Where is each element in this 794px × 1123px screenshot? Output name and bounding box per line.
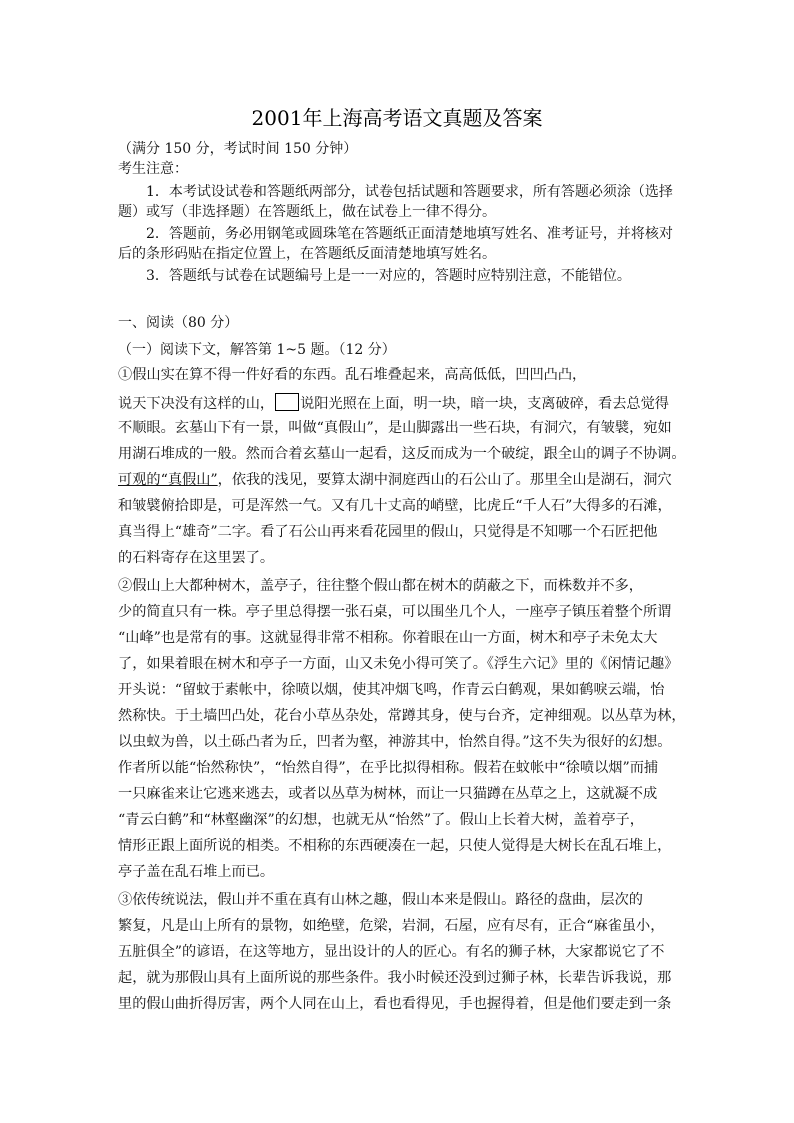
passage-line: 里的假山曲折得厉害，两个人同在山上，看也看得见，手也握得着，但是他们要走到一条 bbox=[118, 996, 672, 1012]
passage-line: 少的简直只有一株。亭子里总得摆一张石桌，可以围坐几个人，一座亭子镇压着整个所谓 bbox=[118, 604, 672, 620]
score-time-note: （满分 150 分，考试时间 150 分钟） bbox=[118, 141, 358, 157]
section-subheading: （一）阅读下文，解答第 1~5 题。（12 分） bbox=[118, 342, 396, 358]
notice-title: 考生注意： bbox=[118, 161, 188, 177]
passage-line: 起，就为那假山具有上面所说的那些条件。我小时候还没到过狮子林，长辈告诉我说，那 bbox=[118, 970, 672, 986]
passage-line: 一只麻雀来让它逃来逃去，或者以丛草为树林，而让一只猫蹲在丛草之上，这就凝不成 bbox=[118, 786, 658, 802]
passage-line: “青云白鹤”和“林壑幽深”的幻想，也就无从“怡然”了。假山上长着大树，盖着亭子， bbox=[118, 812, 644, 828]
passage-line-with-underline bbox=[118, 471, 672, 489]
passage-line: 亭子盖在乱石堆上而已。 bbox=[118, 864, 275, 880]
notice-line: 1．本考试设试卷和答题纸两部分，试卷包括试题和答题要求，所有答题必须涂（选择 bbox=[146, 184, 673, 200]
underlined-phrase: 可观的“真假山” bbox=[118, 472, 218, 488]
passage-line: 和皱襞俯拾即是，可是浑然一气。又有几十丈高的峭壁，比虎丘“千人石”大得多的石滩， bbox=[118, 498, 672, 514]
passage-line: 情形正跟上面所说的相类。不相称的东西硬凑在一起，只使人觉得是大树长在乱石堆上， bbox=[118, 838, 672, 854]
notice-line: 3．答题纸与试卷在试题编号上是一一对应的，答题时应特别注意，不能错位。 bbox=[146, 268, 631, 284]
passage-line: ②假山上大都种树木，盖亭子，往往整个假山都在树木的荫蔽之下，而株数并不多， bbox=[118, 578, 643, 594]
passage-line: 的石料寄存在这里罢了。 bbox=[118, 550, 275, 566]
page-title: 2001年上海高考语文真题及答案 bbox=[251, 106, 543, 130]
notice-line: 题）或写（非选择题）在答题纸上，做在试卷上一律不得分。 bbox=[118, 204, 496, 220]
passage-line: 五脏俱全”的谚语，在这等地方，显出设计的人的匠心。有名的狮子林，大家都说它了不 bbox=[118, 944, 665, 960]
answer-blank-box bbox=[275, 393, 299, 411]
notice-line: 2．答题前，务必用钢笔或圆珠笔在答题纸正面清楚地填写姓名、准考证号，并将核对 bbox=[146, 226, 673, 242]
passage-line: 开头说：“留蚊于素帐中，徐喷以烟，使其冲烟飞鸣，作青云白鹤观，果如鹤唳云端，怡 bbox=[118, 682, 665, 698]
passage-line: 真当得上“雄奇”二字。看了石公山再来看花园里的假山，只觉得是不知哪一个石匠把他 bbox=[118, 524, 658, 540]
passage-line: 用湖石堆成的一般。然而合着玄墓山一起看，这反而成为一个破绽，跟全山的调子不协调。 bbox=[118, 446, 686, 462]
passage-text: 说阳光照在上面，明一块，暗一块，支离破碎，看去总觉得 bbox=[300, 396, 669, 412]
passage-line: “山峰”也是常有的事。这就显得非常不相称。你着眼在山一方面，树木和亭子未免太大 bbox=[118, 630, 658, 646]
passage-line-with-blank bbox=[118, 393, 669, 413]
passage-line: 了，如果着眼在树木和亭子一方面，山又未免小得可笑了。《浮生六记》里的《闲情记趣》 bbox=[118, 656, 679, 672]
passage-line: 繁复，凡是山上所有的景物，如绝壁，危梁，岩洞，石屋，应有尽有，正合“麻雀虽小， bbox=[118, 918, 665, 934]
passage-line: 作者所以能“怡然称快”，“怡然自得”，在乎比拟得相称。假若在蚊帐中“徐喷以烟”而捕 bbox=[118, 760, 659, 776]
notice-line: 后的条形码贴在指定位置上，在答题纸反面清楚地填写姓名。 bbox=[118, 246, 496, 262]
passage-line: ③依传统说法，假山并不重在真有山林之趣，假山本来是假山。路径的盘曲，层次的 bbox=[118, 892, 643, 908]
passage-line: 以虫蚁为兽，以土砾凸者为丘，凹者为壑，神游其中，怡然自得。”这不失为很好的幻想。 bbox=[118, 734, 672, 750]
passage-text: ，依我的浅见，要算太湖中洞庭西山的石公山了。那里全山是湖石，洞穴 bbox=[217, 472, 672, 488]
passage-line: 然称快。于土墙凹凸处，花台小草丛杂处，常蹲其身，使与台齐，定神细观。以丛草为林， bbox=[118, 708, 686, 724]
passage-line: 不顺眼。玄墓山下有一景，叫做“真假山”，是山脚露出一些石块，有洞穴，有皱襞，宛如 bbox=[118, 420, 672, 436]
section-heading: 一、阅读（80 分） bbox=[118, 315, 239, 331]
passage-text: 说天下决没有这样的山， bbox=[118, 396, 275, 412]
passage-line: ①假山实在算不得一件好看的东西。乱石堆叠起来，高高低低，凹凹凸凸， bbox=[118, 367, 587, 383]
